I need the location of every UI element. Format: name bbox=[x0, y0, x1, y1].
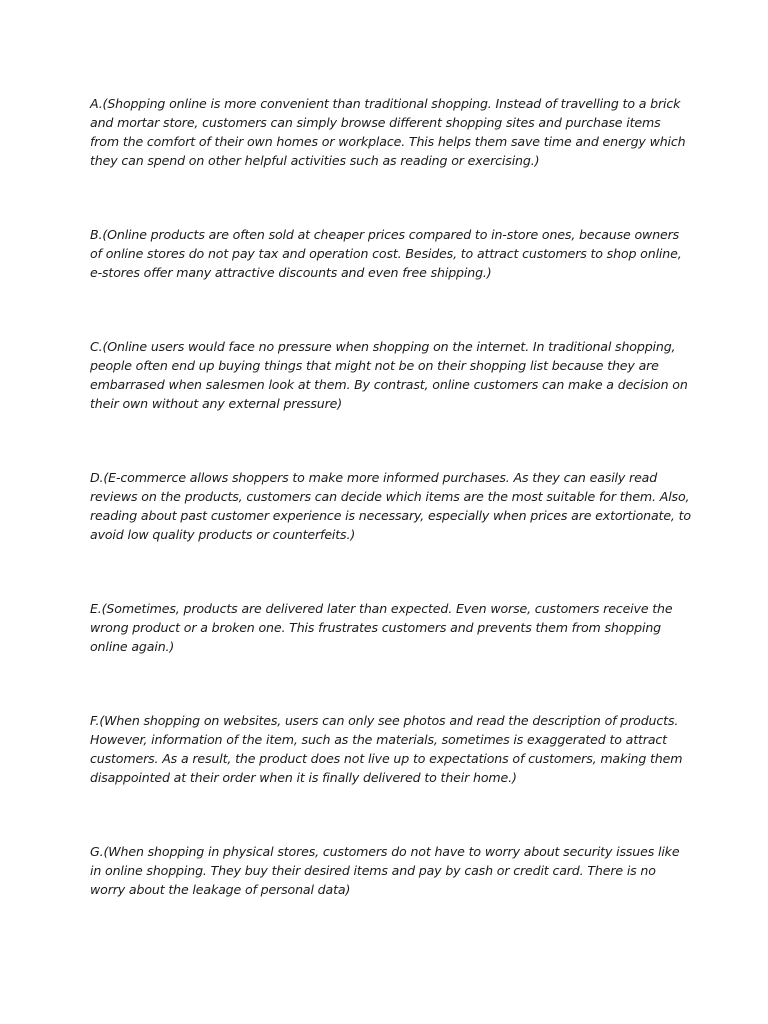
paragraph-line: C.(Online users would face no pressure when shopping on the internet. In traditional shopping, bbox=[90, 339, 676, 354]
paragraph-line: F.(When shopping on websites, users can only see photos and read the description of products. bbox=[90, 713, 679, 728]
paragraph-f bbox=[90, 711, 690, 787]
paragraph-b bbox=[90, 225, 690, 282]
paragraph-line: avoid low quality products or counterfeits.) bbox=[90, 527, 356, 542]
paragraph-line: B.(Online products are often sold at cheaper prices compared to in-store ones, because owners bbox=[90, 227, 680, 242]
paragraph-line: embarrased when salesmen look at them. By contrast, online customers can make a decision on bbox=[90, 377, 688, 392]
paragraph-line: they can spend on other helpful activities such as reading or exercising.) bbox=[90, 153, 540, 168]
paragraph-line: G.(When shopping in physical stores, customers do not have to worry about security issues like bbox=[90, 844, 680, 859]
paragraph-line: reading about past customer experience is necessary, especially when prices are extortionate, to bbox=[90, 508, 691, 523]
paragraph-line: people often end up buying things that might not be on their shopping list because they are bbox=[90, 358, 659, 373]
paragraph-line: wrong product or a broken one. This frustrates customers and prevents them from shopping bbox=[90, 620, 662, 635]
paragraph-a bbox=[90, 94, 690, 170]
paragraph-line: worry about the leakage of personal data) bbox=[90, 882, 351, 897]
paragraph-line: However, information of the item, such as the materials, sometimes is exaggerated to attract bbox=[90, 732, 667, 747]
paragraph-line: of online stores do not pay tax and operation cost. Besides, to attract customers to shop online, bbox=[90, 246, 682, 261]
paragraph-e bbox=[90, 599, 690, 656]
paragraph-line: E.(Sometimes, products are delivered later than expected. Even worse, customers receive the bbox=[90, 601, 673, 616]
paragraph-d bbox=[90, 468, 690, 544]
paragraph-line: customers. As a result, the product does not live up to expectations of customers, making them bbox=[90, 751, 683, 766]
paragraph-line: online again.) bbox=[90, 639, 175, 654]
paragraph-line: and mortar store, customers can simply browse different shopping sites and purchase items bbox=[90, 115, 661, 130]
paragraph-line: reviews on the products, customers can decide which items are the most suitable for them. Also, bbox=[90, 489, 690, 504]
paragraph-c bbox=[90, 337, 690, 413]
paragraph-line: from the comfort of their own homes or workplace. This helps them save time and energy which bbox=[90, 134, 686, 149]
paragraph-line: their own without any external pressure) bbox=[90, 396, 342, 411]
paragraph-g bbox=[90, 842, 690, 899]
paragraph-line: disappointed at their order when it is finally delivered to their home.) bbox=[90, 770, 517, 785]
paragraph-line: D.(E-commerce allows shoppers to make more informed purchases. As they can easily read bbox=[90, 470, 658, 485]
paragraph-line: A.(Shopping online is more convenient than traditional shopping. Instead of travelling to a brick bbox=[90, 96, 681, 111]
paragraph-line: e-stores offer many attractive discounts and even free shipping.) bbox=[90, 265, 492, 280]
paragraph-line: in online shopping. They buy their desired items and pay by cash or credit card. There is no bbox=[90, 863, 656, 878]
